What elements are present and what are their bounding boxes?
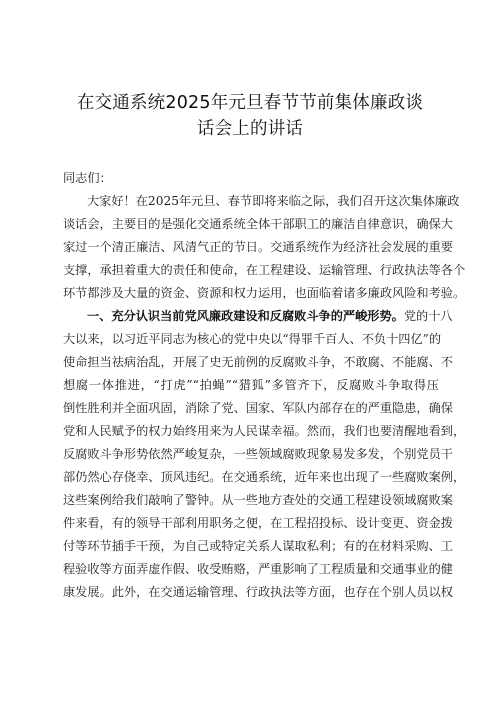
document-title-line-1: 在交通系统2025年元旦春节节前集体廉政谈 <box>76 93 424 113</box>
paragraph-2-line-2: 大以来，以习近平同志为核心的党中央以“得罪千百人、不负十四亿”的 <box>63 332 442 346</box>
paragraph-2-line-1-rest: 党的十八 <box>403 309 453 323</box>
paragraph-1-line-2: 谈话会，主要目的是强化交通系统全体干部职工的廉洁自律意识，确保大 <box>63 217 453 231</box>
paragraph-2-line-8: 部仍然心存侥幸、顶风违纪。在交通系统，近年来也出现了一些腐败案例， <box>63 470 466 484</box>
paragraph-2-line-12: 程验收等方面弄虚作假、收受贿赂，严重影响了工程质量和交通事业的健 <box>63 562 453 576</box>
paragraph-2-line-13: 康发展。此外，在交通运输管理、行政执法等方面，也存在个别人员以权 <box>63 585 453 599</box>
paragraph-2-line-3: 使命担当祛病治乱，开展了史无前例的反腐败斗争，不敢腐、不能腐、不 <box>63 355 453 369</box>
paragraph-2-line-4: 想腐一体推进，“打虎”“拍蝇”“猎狐”多管齐下，反腐败斗争取得压 <box>63 378 439 392</box>
section-heading: 一、充分认识当前党风廉政建设和反腐败斗争的严峻形势。 <box>87 309 404 323</box>
paragraph-1-line-5: 环节都涉及大量的资金、资源和权力运用，也面临着诸多廉政风险和考验。 <box>63 286 466 300</box>
paragraph-2-line-7: 反腐败斗争形势依然严峻复杂，一些领域腐败现象易发多发，个别党员干 <box>63 447 453 461</box>
paragraph-2-line-10: 件来看，有的领导干部利用职务之便，在工程招投标、设计变更、资金拨 <box>63 516 453 530</box>
paragraph-2-line-11: 付等环节插手干预，为自己或特定关系人谋取私利；有的在材料采购、工 <box>63 539 453 553</box>
paragraph-2-line-5: 倒性胜利并全面巩固，消除了党、国家、军队内部存在的严重隐患，确保 <box>63 401 453 415</box>
greeting: 同志们： <box>63 171 112 185</box>
document-title-line-2: 话会上的讲话 <box>196 119 304 139</box>
paragraph-2-line-1 <box>87 305 453 328</box>
paragraph-1-line-4: 支撑，承担着重大的责任和使命，在工程建设、运输管理、行政执法等各个 <box>63 263 466 277</box>
paragraph-1-line-3: 家过一个清正廉洁、风清气正的节日。交通系统作为经济社会发展的重要 <box>63 240 453 254</box>
paragraph-2-line-6: 党和人民赋予的权力始终用来为人民谋幸福。然而，我们也要清醒地看到， <box>63 424 466 438</box>
paragraph-2-line-9: 这些案例给我们敲响了警钟。从一些地方查处的交通工程建设领域腐败案 <box>63 493 453 507</box>
paragraph-1-line-1: 大家好！在2025年元旦、春节即将来临之际，我们召开这次集体廉政 <box>87 194 460 208</box>
